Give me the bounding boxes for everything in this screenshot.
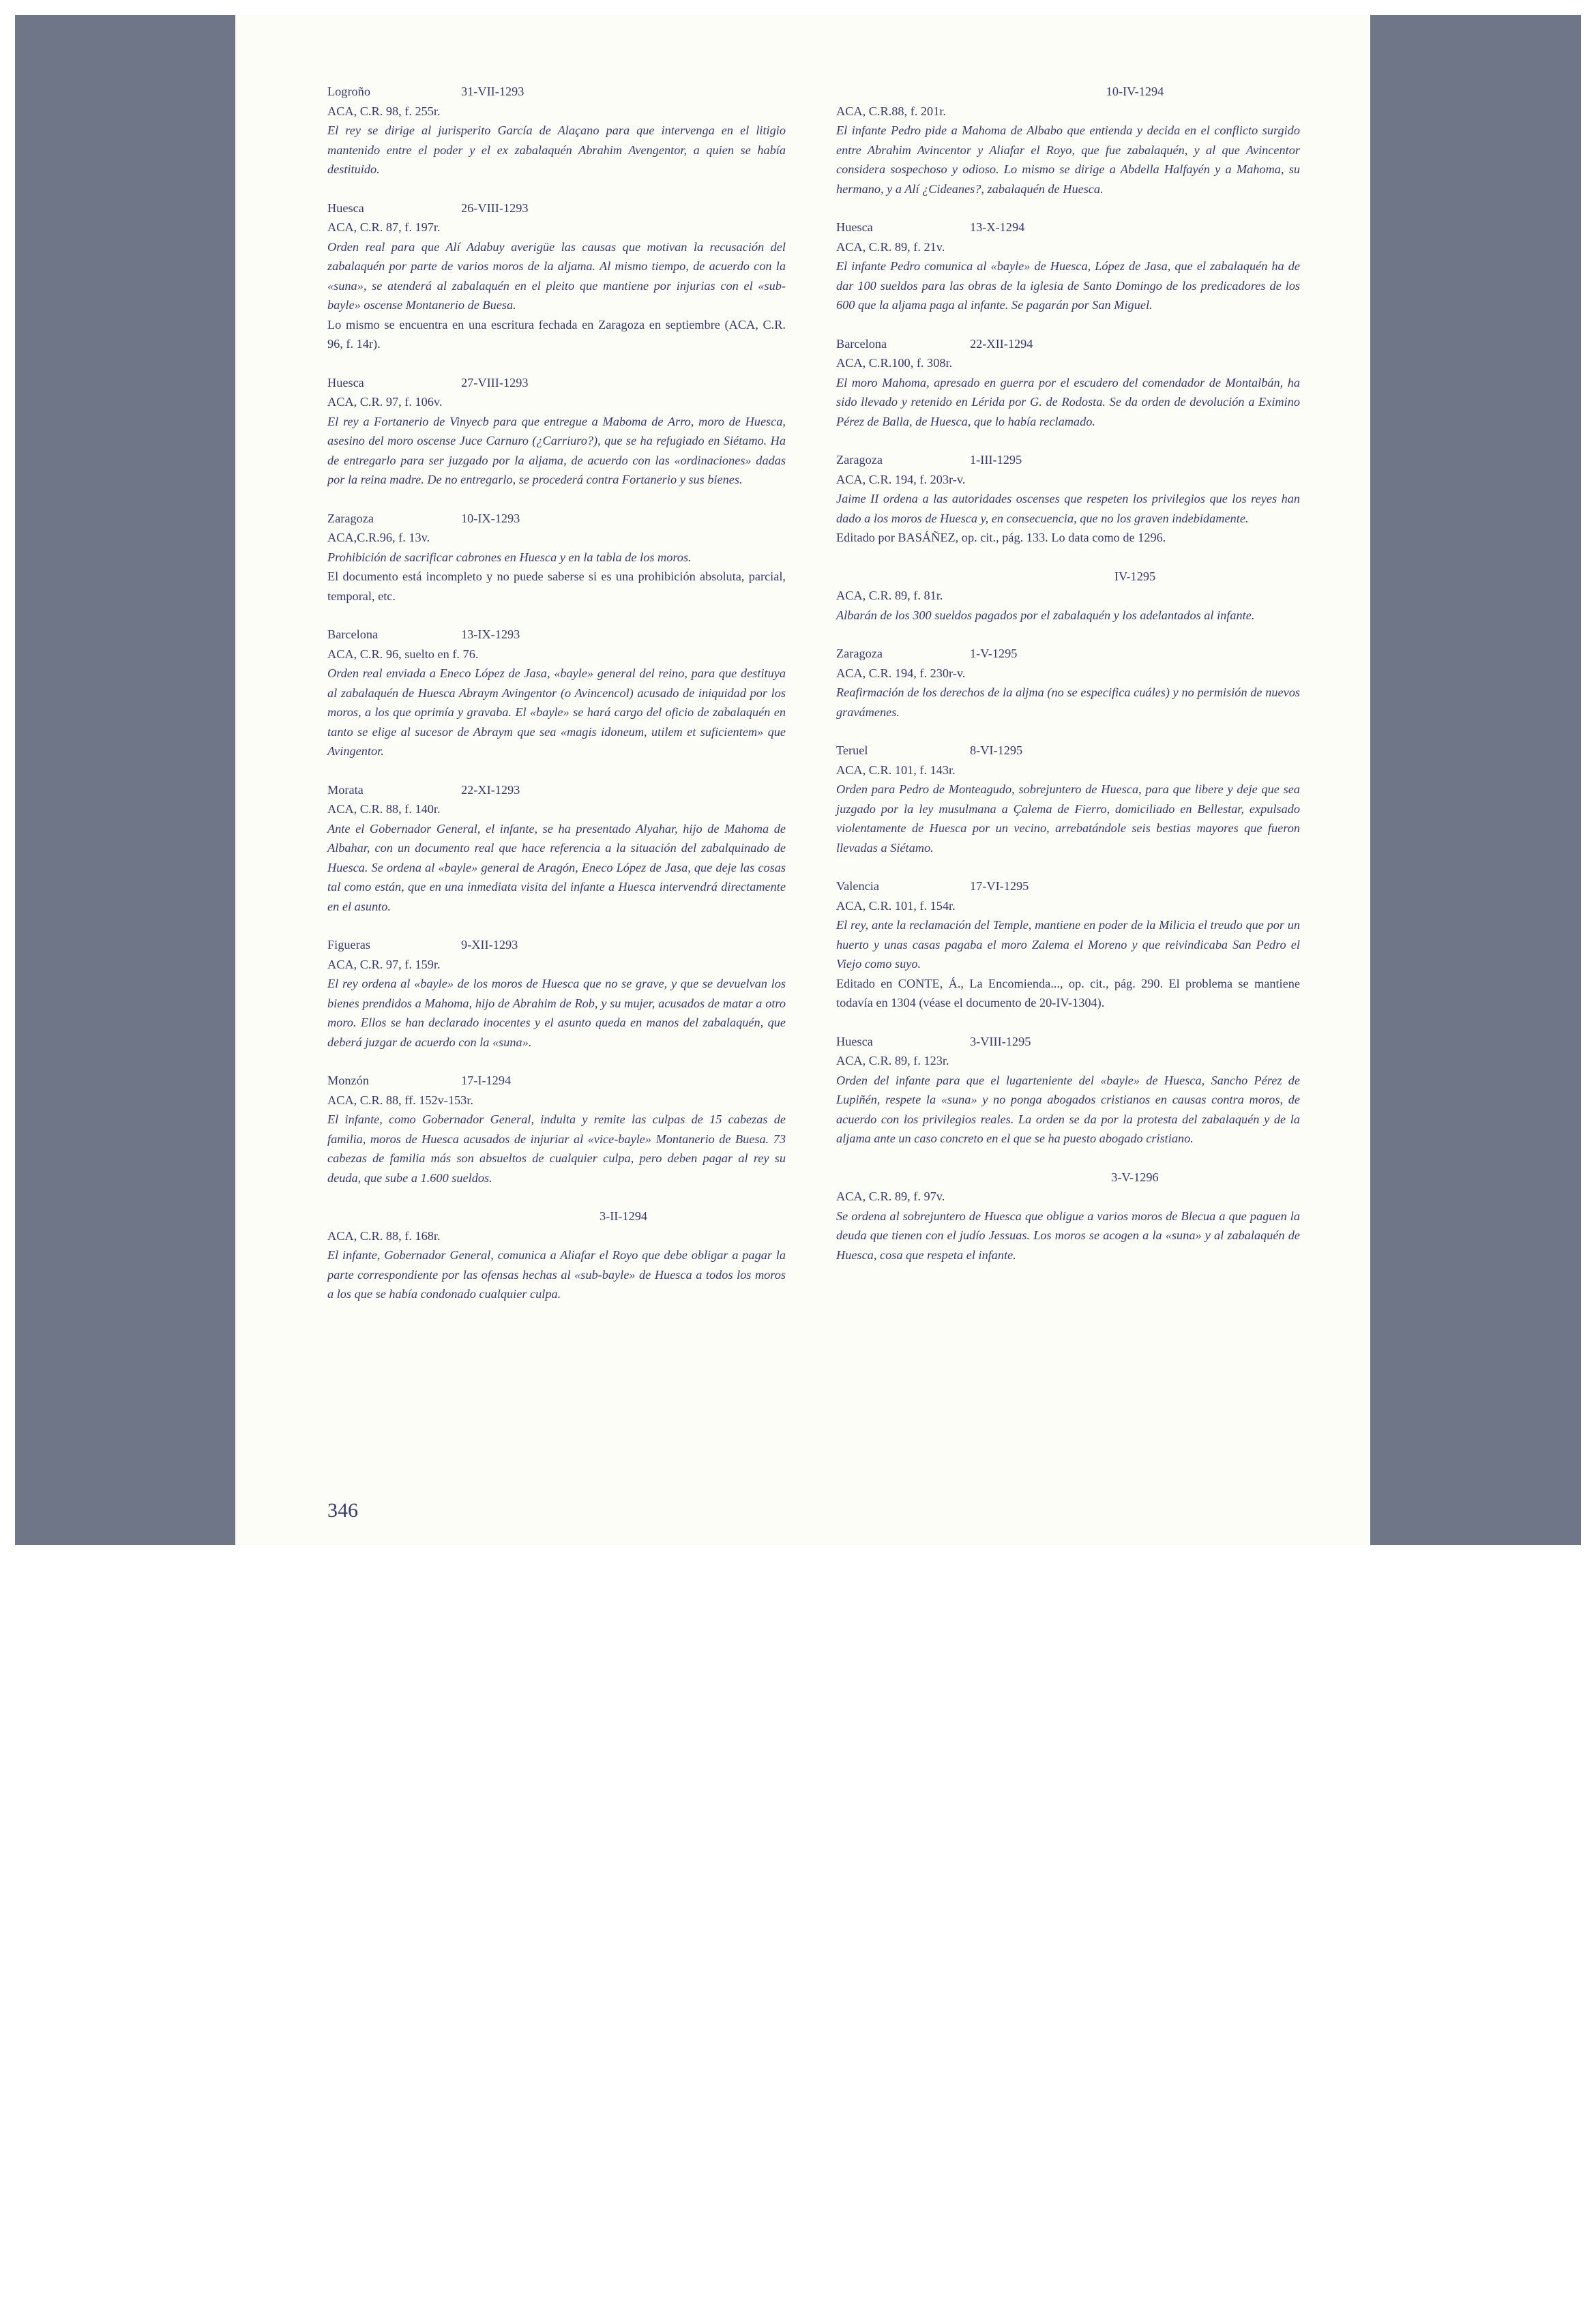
entry-summary: El rey se dirige al jurisperito García de Alaçano para que intervenga en el litigio mantenido entre el poder y el ex zabalaquén Abrahim Avengentor, a quien se había destituido. <box>327 123 786 176</box>
entry-header <box>836 876 1300 896</box>
page-number: 346 <box>327 1499 358 1522</box>
entry-header <box>836 741 1300 760</box>
entry-date: 1-V-1295 <box>970 647 1018 660</box>
entry-place: Huesca <box>836 220 873 234</box>
entry-header <box>327 198 786 218</box>
document-entry <box>327 780 786 917</box>
document-entry <box>327 625 786 761</box>
entry-archive-reference: ACA, C.R. 194, f. 230r-v. <box>836 666 966 680</box>
entry-date: 22-XII-1294 <box>970 336 1033 351</box>
entry-header <box>327 1207 786 1226</box>
document-entry <box>836 82 1300 198</box>
entry-header <box>327 780 786 800</box>
document-entry <box>327 82 786 179</box>
entry-archive-reference: ACA, C.R. 101, f. 143r. <box>836 763 956 777</box>
entry-place: Valencia <box>836 879 879 893</box>
entry-archive-reference: ACA, C.R.100, f. 308r. <box>836 356 953 370</box>
entry-note: Lo mismo se encuentra en una escritura fechada en Zaragoza en septiembre (ACA, C.R. 96, f. 14r). <box>327 317 786 351</box>
entry-place: Barcelona <box>836 336 887 351</box>
entry-archive-reference: ACA, C.R. 194, f. 203r-v. <box>836 472 966 486</box>
document-entry <box>836 450 1300 548</box>
document-entry <box>836 1032 1300 1149</box>
right-column <box>836 82 1300 1284</box>
entry-place: Zaragoza <box>327 511 374 525</box>
entry-header <box>836 82 1300 102</box>
entry-date: 13-IX-1293 <box>461 627 520 641</box>
entry-archive-reference: ACA, C.R. 98, f. 255r. <box>327 104 441 118</box>
entry-place: Monzón <box>327 1074 369 1087</box>
entry-header <box>836 567 1300 587</box>
document-entry <box>836 218 1300 315</box>
entry-archive-reference: ACA, C.R. 88, ff. 152v-153r. <box>327 1093 473 1107</box>
entry-summary: El rey ordena al «bayle» de los moros de Huesca que no se grave, y que se devuelvan los bienes prendidos a Mahoma, hijo de Abrahim de Rob, y su mujer, acusados de matar a otro moro. Ellos se han declarado inocentes y el asunto queda en manos del zabalaquén, que deberá juzgar de acuerdo con la «suna». <box>327 977 786 1049</box>
entry-date: 1-III-1295 <box>970 453 1022 467</box>
entry-place: Figueras <box>327 938 370 951</box>
document-entry <box>836 1168 1300 1265</box>
entry-place: Barcelona <box>327 627 379 641</box>
document-entry <box>836 644 1300 722</box>
entry-summary: Orden del infante para que el lugarteniente del «bayle» de Huesca, Sancho Pérez de Lupiñén, respete la «suna» y no ponga abogados cristianos en causas contra moros, de acuerdo con los privilegios reales. La orden se da por la protesta del zabalaquén y de la aljama ante un caso concreto en el que se ha puesto abogado cristiano. <box>836 1073 1300 1145</box>
entry-summary: Albarán de los 300 sueldos pagados por el zabalaquén y los adelantados al infante. <box>836 608 1255 622</box>
entry-date: 8-VI-1295 <box>970 743 1023 757</box>
entry-archive-reference: ACA, C.R. 88, f. 168r. <box>327 1228 441 1243</box>
entry-header <box>327 1071 786 1091</box>
entry-header <box>327 373 786 393</box>
entry-note: Editado en CONTE, Á., La Encomienda..., op. cit., pág. 290. El problema se mantiene todavía en 1304 (véase el documento de 20-IV-1304). <box>836 976 1300 1009</box>
entry-date: 9-XII-1293 <box>461 938 518 951</box>
entry-date: 22-XI-1293 <box>461 782 520 797</box>
entry-archive-reference: ACA, C.R. 87, f. 197r. <box>327 220 441 234</box>
entry-header <box>836 334 1300 354</box>
entry-summary: El rey a Fortanerio de Vinyecb para que entregue a Maboma de Arro, moro de Huesca, asesino del moro oscense Juce Carnuro (¿Carriuro?), que se ha refugiado en Siétamo. Ha de entregarlo para ser juzgado por la aljama, de acuerdo con las «ordinaciones» dadas por la reina madre. De no entregarlo, se procederá contra Fortanerio y sus bienes. <box>327 414 786 486</box>
entry-summary: Orden real para que Alí Adabuy averigüe las causas que motivan la recusación del zabalaquén por parte de varios moros de la aljama. Al mismo tiempo, de acuerdo con la «suna», se atenderá al zabalaquén en el pleito que mantiene por injurias con el «sub-bayle» oscense Montanerio de Buesa. <box>327 239 786 312</box>
entry-date: IV-1295 <box>1114 569 1156 583</box>
document-entry <box>836 334 1300 432</box>
entry-place: Morata <box>327 782 364 797</box>
entry-header <box>836 218 1300 237</box>
entry-archive-reference: ACA, C.R. 101, f. 154r. <box>836 898 956 913</box>
entry-place: Huesca <box>327 201 364 215</box>
entry-note: Editado por BASÁÑEZ, op. cit., pág. 133. Lo data como de 1296. <box>836 531 1166 544</box>
entry-archive-reference: ACA, C.R. 97, f. 106v. <box>327 395 443 409</box>
entry-header <box>836 644 1300 664</box>
document-entry <box>327 198 786 354</box>
entry-archive-reference: ACA, C.R. 89, f. 97v. <box>836 1190 945 1203</box>
document-entry <box>327 1207 786 1304</box>
entry-date: 27-VIII-1293 <box>461 375 529 389</box>
document-entry <box>327 373 786 490</box>
entry-archive-reference: ACA, C.R. 89, f. 81r. <box>836 589 943 602</box>
entry-header <box>327 935 786 955</box>
entry-summary: Se ordena al sobrejuntero de Huesca que obligue a varios moros de Blecua a que paguen la deuda que tienen con el judío Jessuas. Los moros se acogen a la «suna» y al zabalaquén de Huesca, cosa que respeta el infante. <box>836 1209 1300 1262</box>
left-column <box>327 82 786 1323</box>
entry-archive-reference: ACA, C.R. 88, f. 140r. <box>327 802 441 816</box>
entry-date: 17-VI-1295 <box>970 879 1029 893</box>
entry-header <box>327 625 786 645</box>
document-entry <box>836 741 1300 857</box>
entry-summary: Reafirmación de los derechos de la aljma (no se especifica cuáles) y no permisión de nuevos gravámenes. <box>836 685 1300 719</box>
entry-summary: Ante el Gobernador General, el infante, se ha presentado Alyahar, hijo de Mahoma de Albahar, con un documento real que hace referencia a la situación del zabalquinado de Huesca. Se ordena al «bayle» general de Aragón, Eneco López de Jasa, que deje las cosas tal como están, que en una inmediata visita del infante a Huesca intervendrá directamente en el asunto. <box>327 821 786 913</box>
entry-date: 3-V-1296 <box>1111 1170 1159 1184</box>
entry-header <box>327 509 786 529</box>
entry-place: Logroño <box>327 85 370 98</box>
entry-place: Zaragoza <box>836 647 883 660</box>
entry-note: El documento está incompleto y no puede saberse si es una prohibición absoluta, parcial, temporal, etc. <box>327 570 786 603</box>
entry-archive-reference: ACA, C.R. 96, suelto en f. 76. <box>327 647 479 661</box>
entry-header <box>327 82 786 102</box>
entry-date: 17-I-1294 <box>461 1074 512 1087</box>
document-entry <box>836 876 1300 1013</box>
entry-archive-reference: ACA, C.R. 89, f. 123r. <box>836 1054 949 1067</box>
entry-summary: Orden para Pedro de Monteagudo, sobrejuntero de Huesca, para que libere y deje que sea juzgado por la ley musulmana a Çalema de Fierro, domiciliado en Bellestar, expulsado violentamente de Huesca por un vecino, arrebatándole seis bestias mayores que fueron llevadas a Siétamo. <box>836 782 1300 855</box>
entry-archive-reference: ACA,C.R.96, f. 13v. <box>327 531 430 544</box>
entry-date: 10-IV-1294 <box>1106 85 1164 98</box>
document-entry <box>327 1071 786 1187</box>
entry-date: 26-VIII-1293 <box>461 201 529 215</box>
entry-summary: Orden real enviada a Eneco López de Jasa, «bayle» general del reino, para que destituya al zabalaquén de Huesca Abraym Avingentor (o Avincencol) acusado de iniquidad por los moros, a los que oprimía y gravaba. El «bayle» se hará cargo del oficio de zabalaquén en tanto se elige al sucesor de Abraym que sea «magis idoneum, utilem et suficientem» que Avingentor. <box>327 666 786 758</box>
entry-archive-reference: ACA, C.R. 89, f. 21v. <box>836 239 945 254</box>
document-entry <box>327 509 786 606</box>
entry-place: Huesca <box>836 1034 873 1048</box>
entry-date: 31-VII-1293 <box>461 85 524 98</box>
entry-summary: El moro Mahoma, apresado en guerra por el escudero del comendador de Montalbán, ha sido llevado y retenido en Lérida por G. de Rodosta. Se da orden de devolución a Eximino Pérez de Balla, de Huesca, que lo había reclamado. <box>836 375 1300 428</box>
entry-date: 3-II-1294 <box>599 1209 648 1223</box>
entry-archive-reference: ACA, C.R.88, f. 201r. <box>836 104 946 118</box>
entry-summary: Jaime II ordena a las autoridades oscenses que respeten los privilegios que los reyes han dado a los moros de Huesca y, en consecuencia, que no los graven indebidamente. <box>836 492 1300 525</box>
entry-summary: El infante Pedro comunica al «bayle» de Huesca, López de Jasa, que el zabalaquén ha de dar 100 sueldos para las obras de la iglesia de Santo Domingo de los predicadores de los 600 que la aljama paga al infante. Se pagarán por San Miguel. <box>836 259 1300 312</box>
entry-date: 10-IX-1293 <box>461 511 520 525</box>
entry-place: Teruel <box>836 743 868 757</box>
document-entry <box>836 567 1300 625</box>
entry-summary: Prohibición de sacrificar cabrones en Huesca y en la tabla de los moros. <box>327 550 692 564</box>
entry-summary: El infante, Gobernador General, comunica a Aliafar el Royo que debe obligar a pagar la parte correspondiente por las ofensas hechas al «sub-bayle» de Huesca a todos los moros a los que se había condonado cualquier culpa. <box>327 1248 786 1301</box>
entry-header <box>836 1168 1300 1187</box>
document-entry <box>327 935 786 1052</box>
entry-summary: El infante Pedro pide a Mahoma de Albabo que entienda y decida en el conflicto surgido entre Abrahim Avincentor y Aliafar el Royo, que fue zabalaquén, y al que Avincentor considera sospechoso y odioso. Lo mismo se dirige a Abdella Halfayén y a Mahoma, su hermano, y a Alí ¿Cideanes?, zabalaquén de Huesca. <box>836 123 1300 196</box>
entry-summary: El rey, ante la reclamación del Temple, mantiene en poder de la Milicia el treudo que por un huerto y unas casas pagaba el moro Zalema el Moreno y que reivindicaba San Pedro el Viejo como suyo. <box>836 918 1300 971</box>
entry-header <box>836 1032 1300 1052</box>
entry-date: 3-VIII-1295 <box>970 1034 1031 1048</box>
entry-header <box>836 450 1300 470</box>
entry-place: Zaragoza <box>836 453 883 467</box>
entry-date: 13-X-1294 <box>970 220 1025 234</box>
entry-place: Huesca <box>327 375 364 389</box>
entry-archive-reference: ACA, C.R. 97, f. 159r. <box>327 957 441 971</box>
entry-summary: El infante, como Gobernador General, indulta y remite las culpas de 15 cabezas de familia, moros de Huesca acusados de injuriar al «vice-bayle» Montanerio de Buesa. 73 cabezas de familia más son absueltos de cualquier culpa, pero deben pagar al rey su deuda, que sube a 1.600 sueldos. <box>327 1112 786 1185</box>
